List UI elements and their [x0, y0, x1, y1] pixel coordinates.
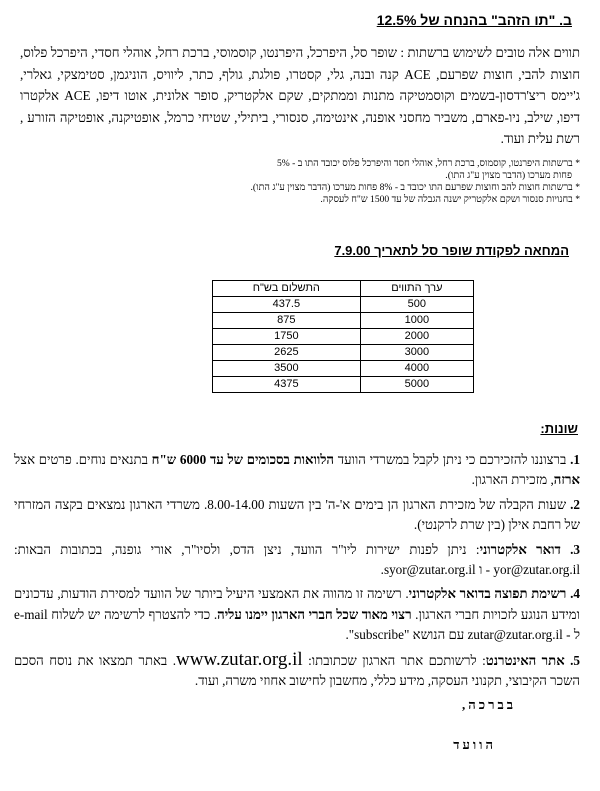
table-row [213, 377, 474, 393]
item-text: שעות הקבלה של מזכירת הארגון הן בימים א'-ה' בין השעות 8.00-14.00. משרדי הארגון נמצאים בקצה המזרחי של רחבת אילן (בין שרת לרקנטי). [14, 496, 580, 533]
cell-voucher-value: 3000 [360, 345, 473, 361]
email-link-chair[interactable]: yor@zutar.org.il [493, 562, 580, 578]
cell-payment: 2625 [213, 345, 361, 361]
item-text: - ו [475, 562, 494, 578]
item-text: , מזכירת הארגון. [471, 472, 554, 488]
item-text: . [380, 562, 384, 578]
cell-voucher-value: 4000 [360, 361, 473, 377]
mailing-list-label: רשימת תפוצה בדואר אלקטרוני [408, 586, 567, 602]
table-row [213, 329, 474, 345]
item-number: 5. [570, 652, 580, 668]
list-item [14, 450, 580, 491]
list-item [14, 650, 580, 692]
item-number: 3. [570, 541, 581, 557]
cell-voucher-value: 500 [360, 297, 473, 313]
list-item [14, 495, 580, 536]
table-row [213, 345, 474, 361]
item-text: : לרשותכם אתר הארגון שכתובתו: [302, 652, 486, 668]
join-request: רצוי מאוד שכל חברי הארגון יימנו עליה [217, 606, 412, 622]
item-number: 1. [570, 452, 580, 467]
list-item [14, 584, 580, 645]
cell-payment: 4375 [213, 377, 361, 393]
email-link-vice-chair[interactable]: syor@zutar.org.il [383, 562, 476, 578]
website-label: אתר האינטרנט [485, 652, 565, 668]
footnotes [20, 158, 580, 206]
voucher-table [212, 280, 474, 393]
intro-paragraph: תווים אלה טובים לשימוש ברשתות : שופר סל, היפרכל, היפרנטו, קוסמוסי, ברכת רחל, אוהלי חסדי, היפרכל פלוס, חוצות להבי, חוצות שפרעם, ACE קנה ובנה, גלי, קסטרו, פולגת, גולף, כתר, ליוויס, הוניגמן, סטימצקי, גאלרי, ג'יימס ריצ'רדסון-בשמים וקוסמטיקה מתנות וממתקים, שקם אלקטריק, סופר אלונית, אוטו דיפו, ACE אלקטרו דיפו, שילב, ניו-פארם, משביר מחסני אופנה, אינטימה, סנסורי, ביתילי, שטיחי כרמל, אופטיקנה, אופטיקה הזורע , רשת עלית ועוד. [20, 45, 580, 147]
item-text: ברצוננו להזכירכם כי ניתן לקבל במשרדי הוועד [334, 452, 567, 467]
misc-items [14, 450, 580, 695]
footnote-3: * בחנויות סנסור ושקם אלקטריק ישנה הגבלה של עד 1500 ש"ח לעסקה. [320, 194, 580, 205]
list-item [14, 540, 580, 581]
item-number: 4. [570, 586, 580, 602]
table-row [213, 313, 474, 329]
cell-voucher-value: 2000 [360, 329, 473, 345]
item-text: בתנאים נוחים. פרטים אצל [14, 452, 152, 467]
footnote-1: * ברשתות היפרנטו, קוסמוס, ברכת רחל, אוהלי חסד והיפרכל פלוס יכובד התו ב - 5% [276, 158, 580, 169]
email-label: דואר אלקטרוני [479, 541, 561, 557]
table-heading: המחאה לפקודת שופר סל לתאריך 7.9.00 [334, 243, 569, 258]
item-text: . באתר תמצאו את נוסח הסכם השכר הקיבוצי, תקנוני העסקה, מידע כללי, מחשבון לחישוב אחוזי משרה, ועוד. [14, 652, 580, 689]
cell-payment: 1750 [213, 329, 361, 345]
item-text: : ניתן לפנות ישירות ליו"ר הוועד, ניצן הדס, ולסיו"ר, אורי גופנה, בכתובות הבאות: [14, 541, 480, 557]
cell-voucher-value: 1000 [360, 313, 473, 329]
misc-heading: שונות: [540, 421, 578, 436]
table-row [213, 361, 474, 377]
header-voucher-value: ערך התווים [360, 281, 473, 297]
item-text: . כדי להצטרף לרשימה יש לשלוח e-mail ל - [14, 606, 580, 643]
table-header-row [213, 281, 474, 297]
item-text: עם הנושא "subscribe". [345, 627, 468, 643]
footnote-1-cont: פחות מערכו (הדבר מצוין ע"ג התו). [445, 170, 572, 181]
closing-greeting: בברכה, [462, 697, 516, 712]
loan-highlight: הלוואות בסכומים של עד 6000 ש"ח [151, 452, 335, 467]
email-link-list[interactable]: zutar@zutar.org.il [467, 627, 563, 643]
cell-payment: 437.5 [213, 297, 361, 313]
cell-payment: 3500 [213, 361, 361, 377]
section-heading: ב. "תו הזהב" בהנחה של 12.5% [376, 12, 572, 28]
cell-voucher-value: 5000 [360, 377, 473, 393]
secretary-name: ארזה [553, 472, 580, 488]
item-text: . רשימה זו מהווה את האמצעי היעיל ביותר של הוועד למסירת הודעות, עדכונים ומידע הנוגע לזכויות חברי הארגון. [14, 586, 580, 622]
signature: הוועד [453, 737, 496, 752]
cell-payment: 875 [213, 313, 361, 329]
item-number: 2. [570, 496, 581, 512]
table-row [213, 297, 474, 313]
header-payment: התשלום בש"ח [213, 281, 361, 297]
website-link[interactable]: www.zutar.org.il [176, 648, 303, 670]
footnote-2: * ברשתות חוצות להב וחוצות שפרעם התו יכובד ב - 8% פחות מערכו (הדבר מצוין ע"ג התו). [250, 182, 580, 193]
